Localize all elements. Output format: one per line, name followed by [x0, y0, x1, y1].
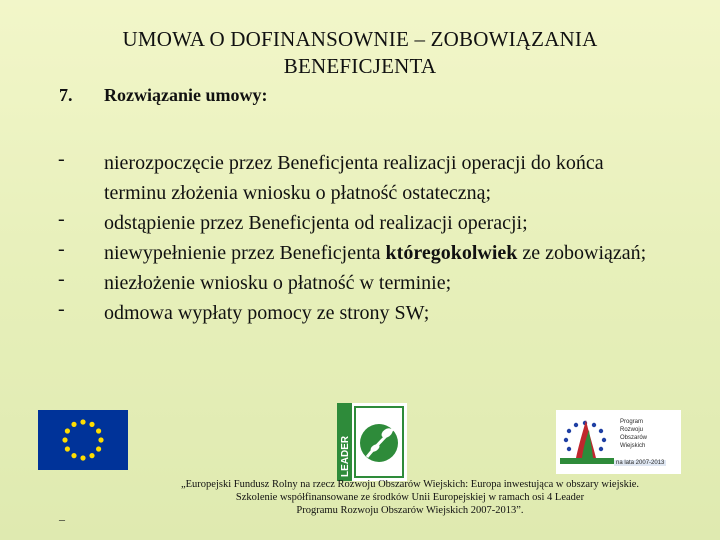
bullet-text-part: ze zobowiązań; [517, 242, 647, 264]
bullet-text: odmowa wypłaty pomocy ze strony SW; [104, 302, 430, 324]
bullet-text: nierozpoczęcie przez Beneficjenta realizacji operacji do końca terminu złożenia wniosku o płatność ostateczną; [104, 152, 604, 204]
slide-title-line2: BENEFICJENTA [283, 54, 437, 78]
bullet-text [104, 238, 664, 268]
footer-line3: Programu Rozwoju Obszarów Wiejskich 2007-2013”. [296, 505, 524, 516]
bullet-item [0, 268, 720, 298]
bullet-text-part: niewypełnienie przez Beneficjenta [104, 242, 386, 264]
bullet-item [0, 148, 720, 208]
bullet-dash: - [58, 238, 65, 260]
footer-line1: „Europejski Fundusz Rolny na rzecz Rozwoju Obszarów Wiejskich: Europa inwestująca w obszary wiejskie. [180, 479, 640, 490]
eu-flag-logo [38, 410, 128, 470]
bullet-item [0, 208, 720, 238]
leader-logo [337, 403, 407, 481]
bullet-dash: - [58, 148, 65, 170]
slide-title [40, 26, 680, 80]
bullet-text: niezłożenie wniosku o płatność w terminie; [104, 272, 452, 294]
prow-line: Obszarów [620, 435, 648, 441]
bullet-item [0, 238, 720, 268]
corner-dash: – [59, 512, 65, 526]
bullet-item [0, 298, 720, 328]
bullet-dash: - [58, 298, 65, 320]
eu-stars-icon [38, 410, 128, 470]
slide-title-line1: UMOWA O DOFINANSOWNIE – ZOBOWIĄZANIA [122, 27, 598, 51]
prow-line: Program [620, 419, 644, 425]
leader-logo-text: LEADER [340, 435, 351, 477]
bullet-text-bold: któregokolwiek [385, 242, 518, 264]
bullet-dash: - [58, 268, 65, 290]
bullet-list [0, 148, 720, 328]
section-number: 7. [59, 85, 73, 105]
prow-logo-text [620, 418, 647, 450]
leader-emblem-icon [337, 403, 407, 481]
footer-line2: Szkolenie współfinansowane ze środków Unii Europejskiej w ramach osi 4 Leader [235, 492, 585, 503]
bullet-text: odstąpienie przez Beneficjenta od realizacji operacji; [104, 212, 528, 234]
prow-years: na lata 2007-2013 [616, 460, 665, 466]
prow-line: Wiejskich [620, 443, 646, 449]
section-heading: Rozwiązanie umowy: [104, 85, 268, 105]
prow-line: Rozwoju [620, 427, 644, 433]
prow-logo [556, 410, 681, 474]
footer-text [90, 478, 720, 517]
bullet-dash: - [58, 208, 65, 230]
